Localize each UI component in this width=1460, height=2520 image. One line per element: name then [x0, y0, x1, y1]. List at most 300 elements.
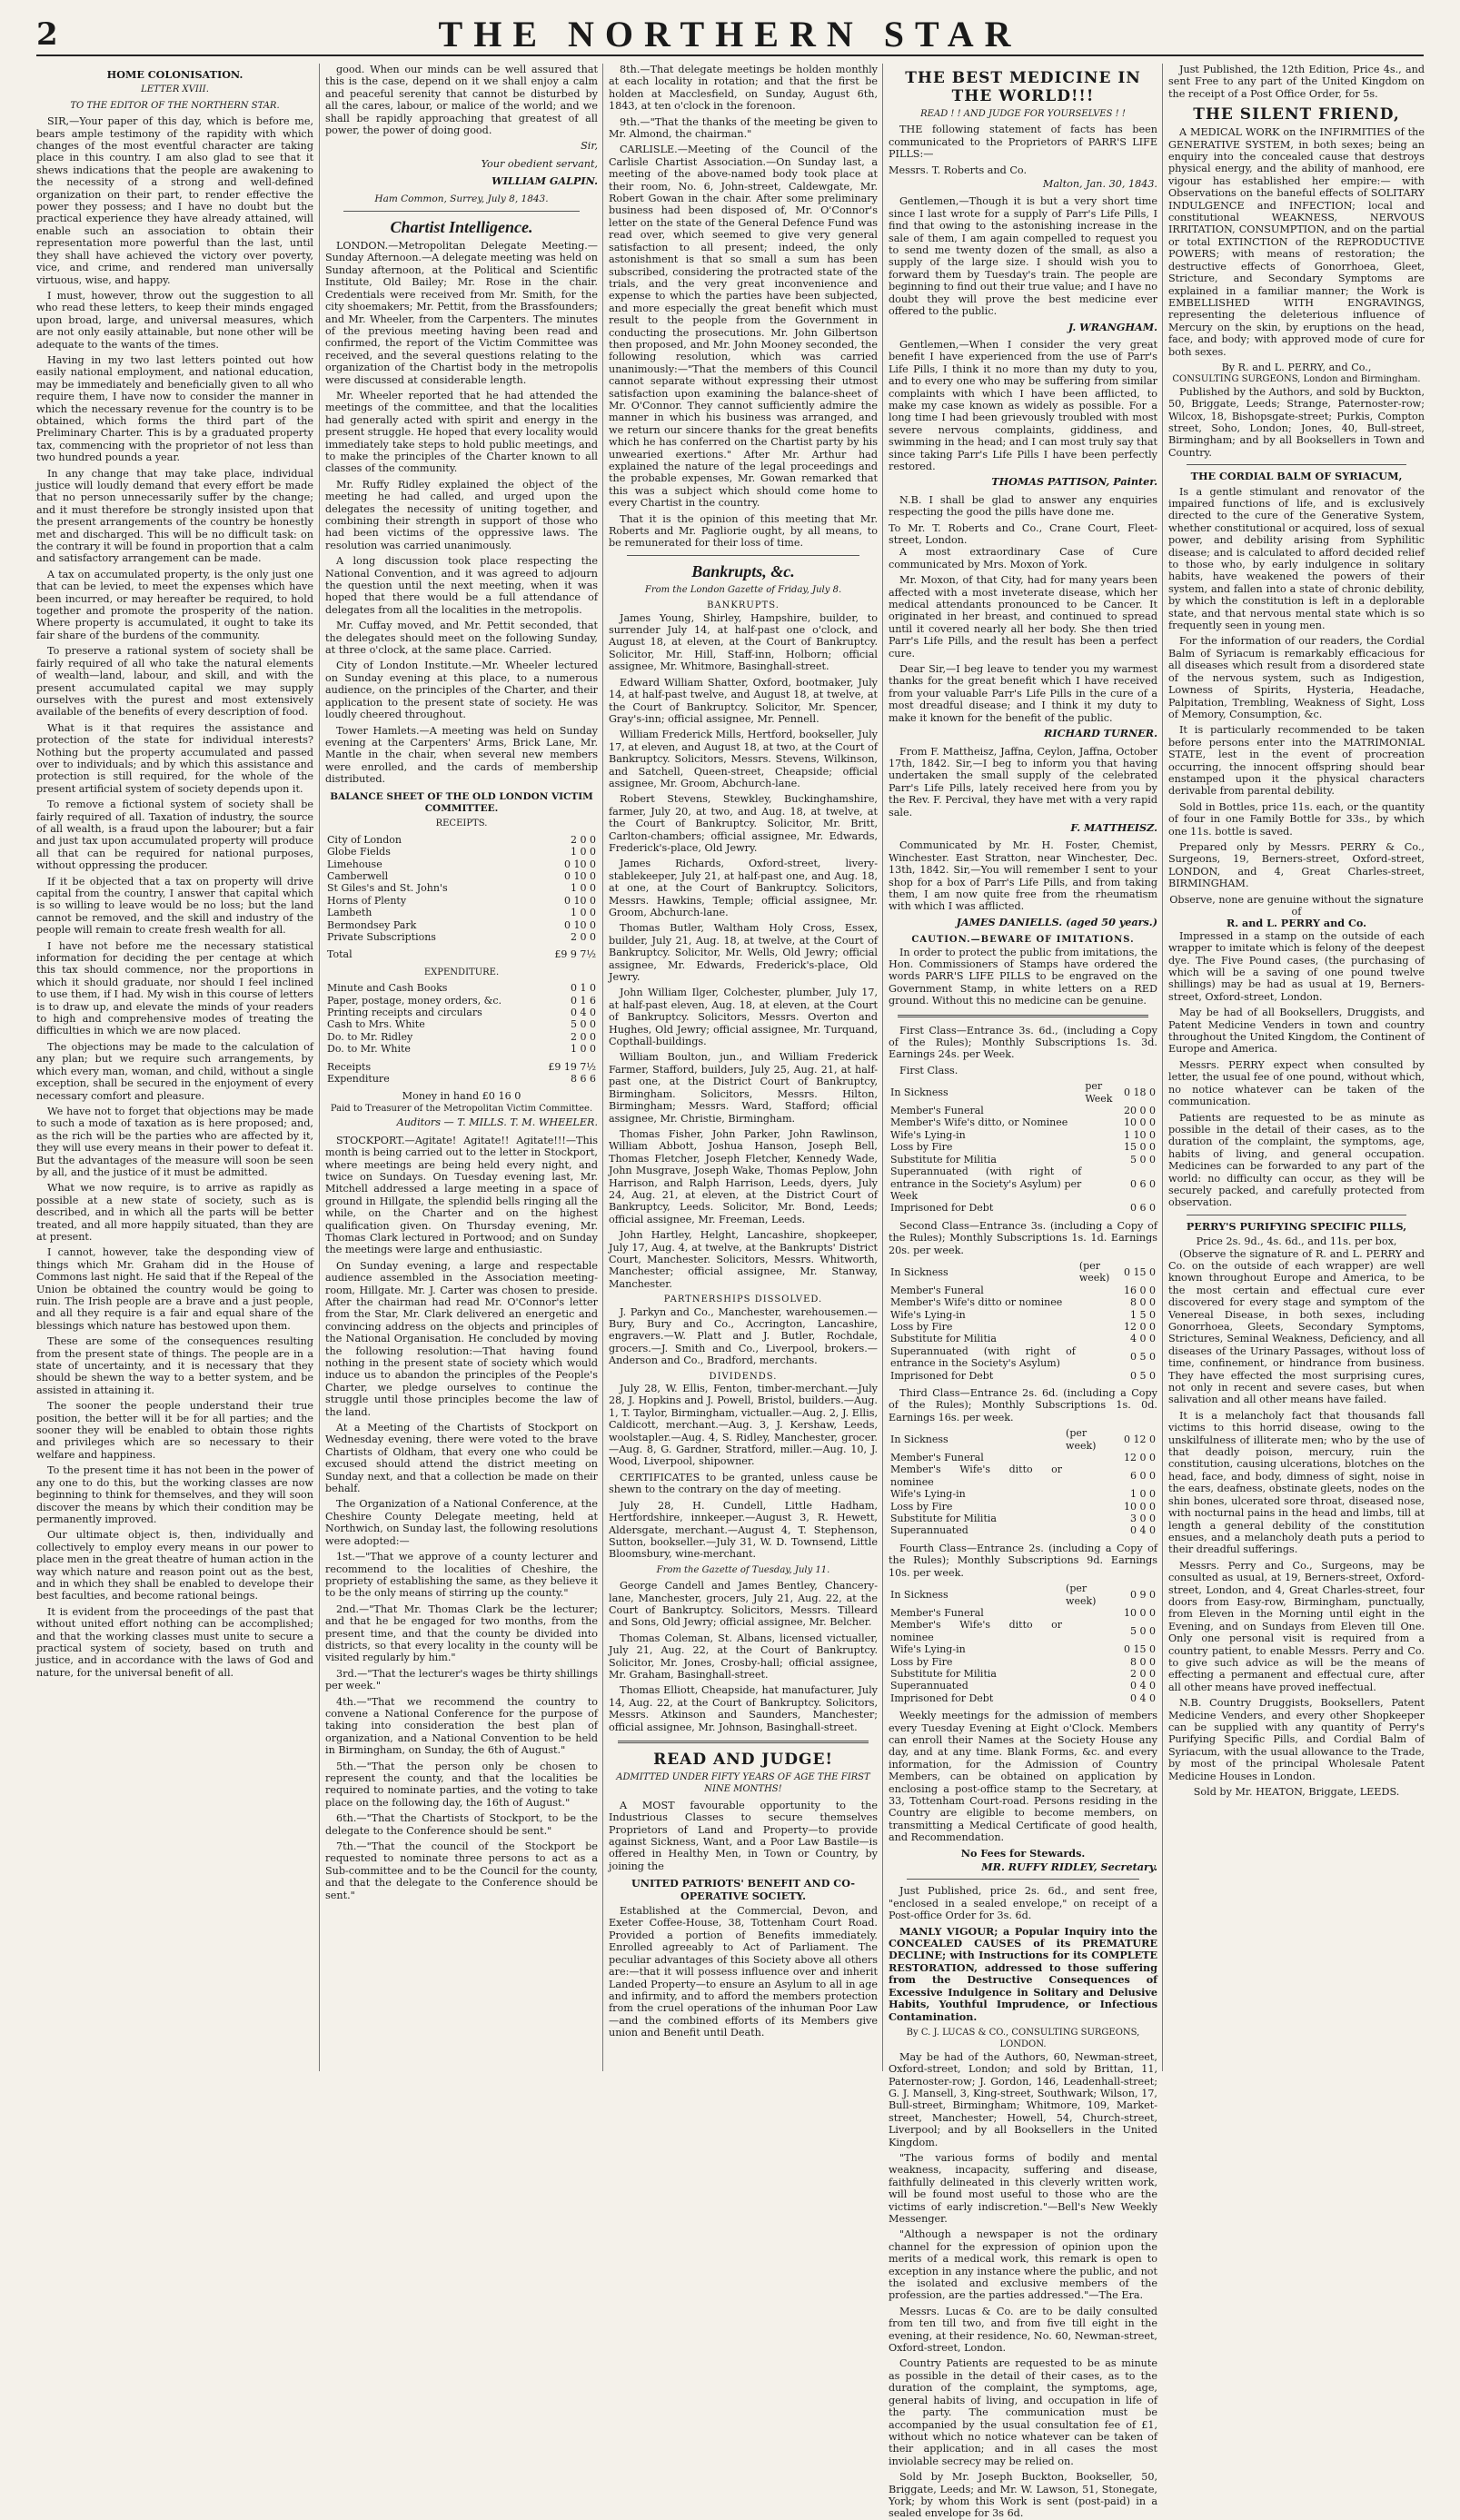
class-heading: Third Class—Entrance 2s. 6d. (including a Copy of the Rules); Monthly Subscriptions 1s. 0d. Earnings 16s. per week. [889, 1387, 1157, 1424]
bankrupt-entry: Edward William Shatter, Oxford, bootmaker, July 14, at half-past twelve, and August 18, at twelve, at the Court of Bankruptcy. Solicitor, Mr. Spencer, Gray's-inn; official assignee, Mr. Pennell. [609, 676, 878, 725]
receipt-row [325, 834, 598, 846]
purifying-pills-body: (Observe the signature of R. and L. PERRY and Co. on the outside of each wrapper) are well known throughout Europe and America, to be the most certain and effectual cure ever discovered for every stage and symptom of the Venereal Disease, in both sexes, including Gonorrhoea, Gleets, Secondary Symptoms, Strictures, Seminal Weakness, Deficiency, and all diseases of the Urinary Passages, without loss of time, confinement, or hindrance from business. They have effected the most surprising cures, not only in recent and severe cases, but when salivation and all other means have failed. [1168, 1247, 1425, 1406]
benefit-row-cell: (per week) [1066, 1582, 1097, 1607]
letter-paragraph: Having in my two last letters pointed out how easily national employment, and national education, may be immediately and beneficially given to all who require them, I have now to consider the manner in which the necessary revenue for the country is to be obtained, which forms the third part of the Preliminary Charter. This is by a graduated property tax, commencing with the proprietor of not less than two hundred pounds a year. [36, 353, 313, 464]
balance-sheet-title: BALANCE SHEET OF THE OLD LONDON VICTIM COMMITTEE. [330, 790, 593, 814]
benefit-row-cell: 0 9 0 [1130, 1588, 1156, 1601]
receipt-row-cell: Lambeth [327, 907, 372, 919]
expenditure-row-cell: Printing receipts and circulars [327, 1007, 482, 1019]
benefit-row-cell [1078, 1296, 1122, 1308]
testimonial-5-signature: F. MATTHEISZ. [1070, 820, 1157, 834]
receipt-row-cell: 1 0 0 [571, 882, 596, 895]
benefit-row-cell: Wife's Lying-in [890, 1308, 966, 1321]
read-and-judge-body: A MOST favourable opportunity to the Industrious Classes to secure themselves Proprietors of Land and Property—to provide against Sickness, Want, and a Poor Law Bastile—is offered in Healthy Men, in Town or Country, by joining the [609, 1799, 878, 1872]
bankrupts-label: BANKRUPTS. [707, 600, 780, 611]
divider [1187, 464, 1406, 465]
expenditure-row [325, 1031, 598, 1043]
benefit-row [889, 1607, 1157, 1619]
benefit-row-cell: Imprisoned for Debt [890, 1369, 994, 1382]
cordial-balm-body-2: For the information of our readers, the Cordial Balm of Syriacum is remarkably efficacious for all diseases which result from a disordered state of the nervous system, such as Indigestion, Lowness of Spirits, Hysteria, Headache, Palpitation, Trembling, Weakness of Sight, Loss of Memory, Consumption, &c. [1168, 635, 1425, 720]
report-paragraph: Mr. Wheeler reported that he had attended the meetings of the committee, and that the localities had generally acted with spirit and energy in the present struggle. He hoped that every locality would immediately take steps to hold public meetings, and to make the principles of the Charter known to all classes of the community. [325, 389, 598, 475]
benefit-row [889, 1345, 1157, 1370]
silent-friend-heading: THE SILENT FRIEND, [1193, 105, 1400, 124]
benefit-row-cell: Member's Wife's ditto or nominee [890, 1619, 1063, 1643]
report-paragraph: Mr. Cuffay moved, and Mr. Pettit seconded, that the delegates should meet on the following Sunday, at three o'clock, at the same place. Carried. [325, 620, 598, 657]
receipt-row-cell: Limehouse [327, 858, 382, 870]
class-benefit-table [889, 1080, 1157, 1214]
benefit-row-cell [1078, 1333, 1122, 1344]
purifying-pills-price: Price 2s. 9d., 4s. 6d., and 11s. per box, [1196, 1235, 1397, 1248]
letter-paragraph: Our ultimate object is, then, individually and collectively to employ every means in our power to place men in the great theatre of human action in the way which nature and reason point out as the best, and in which they shall be enabled to develope their best faculties, and become rational beings. [36, 1529, 313, 1602]
letter-paragraph: These are some of the consequences resulting from the present state of things. The people are in a state of uncertainty, and it is necessary that they should be shewn the way to a better system, and be assisted in attaining it. [36, 1335, 313, 1396]
report-paragraph: 4th.—"That we recommend the country to convene a National Conference for the purpose of taking into consideration the best plan of organization, and a National Convention to be held in Birmingham, on Sunday, the 6th of August." [325, 1695, 598, 1757]
benefit-row [889, 1141, 1157, 1153]
receipt-row [325, 907, 598, 918]
attendance-note: Messrs. Perry and Co., Surgeons, may be consulted as usual, at 19, Berners-street, Oxford-street, London, and 4, Great Charles-street, four doors from Easy-row, Birmingham, punctually, from Eleven in the Morning until eight in the Evening, and on Sundays from Eleven till One. Only one personal visit is required from a country patient, to enable Messrs. Perry and Co. to give such advice as will be the means of effecting a permanent and effectual cure, after all other means have proved ineffectual. [1168, 1559, 1425, 1693]
benefit-row-cell: 0 4 0 [1130, 1680, 1156, 1692]
manly-vigour-published: Just Published, price 2s. 6d., and sent free, "enclosed in a sealed envelope," on receipt of a Post-office Order for 3s. 6d. [889, 1885, 1157, 1922]
receipt-row [325, 895, 598, 907]
class-heading: First Class. [899, 1064, 958, 1076]
bankrupt-entry: William Frederick Mills, Hertford, bookseller, July 17, at eleven, and August 18, at two, at the Court of Bankruptcy. Solicitors, Messrs. Stevens, Wilkinson, and Satchell, Queen-street, Cheapside; official assignee, Mr. Groom, Abchurch-lane. [609, 729, 878, 789]
report-paragraph: 5th.—"That the person only be chosen to represent the county, and that the localities be required to nominate parties, and the voting to take place on the following day, the 16th of August." [325, 1760, 598, 1809]
benefit-row [889, 1080, 1157, 1105]
no-fees: No Fees for Stewards. [960, 1846, 1086, 1860]
benefit-row [889, 1619, 1157, 1643]
report-paragraph: On Sunday evening, a large and respectable audience assembled in the Association meeting-room, Hillgate. Mr. J. Carter was chosen to preside. After the chairman had read Mr. O'Connor's letter from the Star, Mr. Clark delivered an energetic and convincing address on the objects and principles of the National Organisation. He concluded by moving the following resolution:—That having found nothing in the present state of society which would induce us to abandon the principles of the People's Charter, we pledge ourselves to continue the struggle until those principles become the law of the land. [325, 1259, 598, 1418]
bankrupt-entry: Thomas Coleman, St. Albans, licensed victualler, July 21, Aug. 22, at the Court of Bankruptcy. Solicitor, Mr. Jones, Crosby-hall; official assignee, Mr. Graham, Basinghall-street. [609, 1632, 878, 1681]
letter-paragraph: The objections may be made to the calculation of any plan; but we require such arrangements, by which every man, woman, and child, without a single exception, shall be secured in the enjoyment of every necessary comfort and pleasure. [36, 1040, 313, 1102]
benefit-row-cell [1078, 1345, 1122, 1370]
receipt-row [325, 882, 598, 894]
observe-signature: R. and L. PERRY and Co. [1226, 917, 1367, 930]
benefit-row-cell [1064, 1524, 1122, 1536]
paid-line: Paid to Treasurer of the Metropolitan Victim Committee. [330, 1103, 593, 1114]
expenditure-row-cell: 0 4 0 [571, 1007, 596, 1019]
addressee-1: Messrs. T. Roberts and Co. [889, 164, 1028, 176]
column-5 [1162, 64, 1425, 2071]
benefit-row-cell: In Sickness [890, 1588, 949, 1601]
receipt-row-cell: 1 0 0 [571, 846, 596, 858]
expenditure-row [325, 1007, 598, 1018]
benefit-row-cell: Member's Funeral [890, 1606, 984, 1619]
society-name: UNITED PATRIOTS' BENEFIT AND CO-OPERATIVE SOCIETY. [631, 1877, 855, 1902]
summary-row-cell: Receipts [327, 1060, 372, 1073]
bankrupt-entry: James Richards, Oxford-street, livery-stablekeeper, July 21, at half-past one, and Aug. 18, at one, at the Court of Bankruptcy. Solicitors, Messrs. Hawkins, Temple; official assignee, Mr. Groom, Abchurch-lane. [609, 858, 878, 918]
expenditure-row-cell: 5 0 0 [571, 1018, 596, 1031]
benefit-row-cell: Imprisoned for Debt [890, 1692, 994, 1704]
benefit-row-cell: Loss by Fire [890, 1655, 953, 1668]
manly-vigour-review-2: "Although a newspaper is not the ordinary channel for the expression of opinion upon the merits of a medical work, this remark is open to exception in any instance where the public, and not the isolated and exclusive members of the profession, are the parties addressed."—The Era. [889, 2228, 1157, 2302]
auditors: Auditors — T. MILLS. T. M. WHEELER. [396, 1116, 598, 1129]
benefit-row [889, 1202, 1157, 1214]
trade-note: N.B. Country Druggists, Booksellers, Patent Medicine Venders, and every other Shopkeeper can be supplied with any quantity of Perry's Purifying Specific Pills, and Cordial Balm of Syriacum, with the usual allowance to the Trade, by most of the principal Wholesale Patent Medicine Houses in London. [1168, 1697, 1425, 1782]
benefit-row-cell [1083, 1105, 1122, 1116]
bankrupts-heading: Bankrupts, &c. [691, 561, 795, 580]
benefit-row-cell: Member's Wife's ditto or nominee [890, 1463, 1063, 1488]
silent-friend-by: By R. and L. PERRY, and Co., [1221, 361, 1372, 373]
benefit-row-cell [1078, 1370, 1122, 1382]
masthead [36, 9, 1424, 56]
sold-note: May be had of all Booksellers, Druggists, and Patent Medicine Venders in town and country throughout the United Kingdom, the Continent of Europe and America. [1168, 1007, 1425, 1056]
bankrupt-entry: Thomas Elliott, Cheapside, hat manufacturer, July 14, Aug. 22, at the Court of Bankruptcy. Solicitors, Messrs. Atkinson and Saunders, Manchester; official assignee, Mr. Johnson, Basinghall-street. [609, 1684, 878, 1733]
country-note: Country Patients are requested to be as minute as possible in the detail of their cases, as to the duration of the complaint, the symptoms, age, general habits of living, and occupation in life of the party. The communication must be accompanied by the usual consultation fee of £1, without which no notice whatever can be taken of their application; and in all cases the most inviolable secrecy may be relied on. [889, 2357, 1157, 2467]
expenditure-row-cell: Do. to Mr. Ridley [327, 1030, 413, 1043]
benefit-row-cell: 0 12 0 [1124, 1433, 1156, 1445]
letter-paragraph: We have not to forget that objections may be made to such a mode of taxation as is here proposed; and, as the rich will be the parties who are affected by it, they will use every means in their power to defeat it. But the advantages of the measure will soon be seen by all, and the justice of it must be admitted. [36, 1105, 313, 1178]
expenditure-row-cell: 1 0 0 [571, 1043, 596, 1056]
dissolved-list: J. Parkyn and Co., Manchester, warehousemen.—Bury, Bury and Co., Accrington, Lancashire, engravers.—W. Platt and J. Butler, Rochdale, grocers.—J. Smith and Co., Liverpool, brokers.—Anderson and Co., Bradford, merchants. [609, 1305, 878, 1367]
read-and-judge-heading: READ AND JUDGE! [653, 1751, 833, 1769]
bankrupt-entry: John William Ilger, Colchester, plumber, July 17, at half-past eleven, Aug. 18, at eleven, at the Court of Bankruptcy. Solicitors, Messrs. Overton and Hughes, Old Jewry; official assignee, Mr. Turquand, Copthall-buildings. [609, 987, 878, 1048]
benefit-row-cell: 0 18 0 [1124, 1086, 1156, 1098]
testimonial-3: Mr. Moxon, of that City, had for many years been affected with a most inveterate disease, which her medical attendants pronounced to be Cancer. It originated in her breast, and continued to spread until it covered nearly all her body. She then tried Parr's Life Pills, and the result has been a perfect cure. [889, 574, 1157, 660]
caution-heading: CAUTION.—BEWARE OF IMITATIONS. [911, 935, 1135, 946]
benefit-row-cell: 10 0 0 [1124, 1116, 1156, 1129]
benefit-row-cell: Substitute for Militia [890, 1513, 997, 1525]
columns [36, 64, 1425, 2520]
benefit-row-cell: Substitute for Militia [890, 1153, 997, 1166]
place-1: Malton, Jan. 30, 1843. [1042, 178, 1157, 191]
benefit-row [889, 1452, 1157, 1463]
benefit-row-cell [1064, 1463, 1122, 1488]
benefit-row [889, 1524, 1157, 1536]
testimonial-2: Gentlemen,—When I consider the very great benefit I have experienced from the use of Parr's Life Pills, I think it no more than my duty to you, and to every one who may be suffering from similar complaints with which I have been afflicted, to make my case known as widely as possible. For a long time I had been grievously troubled with most severe nervous complaints, giddiness, and swimming in the head; and I can most truly say that since taking Parr's Life Pills I have been perfectly restored. [889, 338, 1157, 472]
receipt-row-cell: 0 10 0 [564, 918, 596, 931]
receipt-row [325, 858, 598, 870]
report-paragraph: Tower Hamlets.—A meeting was held on Sunday evening at the Carpenters' Arms, Brick Lane, Mr. Mantle in the chair, when several new members were enrolled, and the cards of membership distributed. [325, 724, 598, 786]
sold-by: Sold by Mr. Joseph Buckton, Bookseller, 50, Briggate, Leeds; and Mr. W. Lawson, 51, Stonegate, York; by whom this Work is sent (post-paid) in a sealed envelope for 3s 6d. [889, 2471, 1157, 2520]
dividends-label: DIVIDENDS. [709, 1371, 778, 1382]
dividends-list: July 28, W. Ellis, Fenton, timber-merchant.—July 28, J. Hopkins and J. Powell, Bristol, builders.—Aug. 1, T. Taylor, Birmingham, victualler.—Aug. 2, J. Ellis, Caldicott, merchant.—Aug. 3, J. Kershaw, Leeds, woolstapler.—Aug. 4, S. Ridley, Manchester, grocer.—Aug. 8, G. Gardner, Stratford, miller.—Aug. 10, J. Wood, Liverpool, shipowner. [609, 1383, 878, 1468]
benefit-row-cell: 1 5 0 [1130, 1308, 1156, 1321]
gazette-friday: From the London Gazette of Friday, July 8. [644, 584, 842, 595]
parr-intro: THE following statement of facts has been communicated to the Proprietors of PARR'S LIFE PILLS:— [889, 124, 1157, 161]
benefit-row-cell: (per week) [1066, 1427, 1097, 1452]
divider [618, 1741, 869, 1743]
testimonial-4: Dear Sir,—I beg leave to tender you my warmest thanks for the great benefit which I have received from your valuable Parr's Life Pills in the cure of a most dreadful disease; and I think it my duty to make it known for the benefit of the public. [889, 663, 1157, 724]
expenditure-row-cell: Do. to Mr. White [327, 1043, 411, 1056]
chartist-reports-2 [325, 1135, 598, 1901]
report-paragraph: 7th.—"That the council of the Stockport be requested to nominate three persons to act as a Sub-committee and to be the Council for the county, and that the delegate to the Conference should be sent." [325, 1840, 598, 1901]
benefit-row-cell: In Sickness [890, 1433, 949, 1445]
benefit-row-cell [1064, 1668, 1122, 1680]
column-1 [36, 64, 319, 2071]
letter-dateline: Ham Common, Surrey, July 8, 1843. [374, 193, 549, 204]
expenditure-row-cell: 2 0 0 [571, 1030, 596, 1043]
bankrupt-entry: John Hartley, Helght, Lancashire, shopkeeper, July 17, Aug. 4, at twelve, at the Bankrupts' District Court, Manchester. Solicitors, Messrs. Whitworth, Manchester; official assignee, Mr. Stanway, Manchester. [609, 1229, 878, 1290]
summary-row [325, 1061, 598, 1073]
benefit-row [889, 1105, 1157, 1116]
benefit-row-cell [1064, 1692, 1122, 1704]
summary-table [325, 1061, 598, 1086]
total-value: £9 9 7½ [554, 948, 596, 961]
letter-number: LETTER XVIII. [141, 84, 209, 95]
benefit-row-cell: 0 4 0 [1130, 1692, 1156, 1704]
report-paragraph: The Organization of a National Conference, at the Cheshire County Delegate meeting, held at Northwich, on Sunday last, the following resolutions were adopted:— [325, 1498, 598, 1547]
caution-body: In order to protect the public from imitations, the Hon. Commissioners of Stamps have ordered the words PARR'S LIFE PILLS to be engraved on the Government Stamp, in white letters on a RED ground. Without this no medicine can be genuine. [889, 946, 1157, 1007]
receipt-row-cell: 2 0 0 [571, 931, 596, 943]
balance-total [325, 948, 598, 960]
class-benefit-table [889, 1582, 1157, 1704]
report-paragraph: 6th.—"That the Chartists of Stockport, to be the delegate to the Conference should be sent." [325, 1812, 598, 1837]
benefit-row [889, 1309, 1157, 1321]
report-paragraph: 1st.—"That we approve of a county lecturer and recommend to the localities of Cheshire, the propriety of establishing the same, as they believe it to be the only means of stirring up the county." [325, 1551, 598, 1600]
bankrupt-entry: James Young, Shirley, Hampshire, builder, to surrender July 14, at half-past one o'clock, and August 18, at eleven, at the Court of Bankruptcy. Solicitor, Mr. Hill, Staff-inn, Holborn; official assignee, Mr. Whitmore, Basinghall-street. [609, 611, 878, 673]
report-paragraph: 9th.—"That the thanks of the meeting be given to Mr. Almond, the chairman." [609, 115, 878, 141]
summary-row [325, 1073, 598, 1085]
benefit-row-cell [1083, 1141, 1122, 1153]
report-paragraph: CARLISLE.—Meeting of the Council of the Carlisle Chartist Association.—On Sunday last, a meeting of the above-named body took place at their room, No. 6, John-street, Caldewgate, Mr. Robert Gowan in the chair. After some preliminary business had been disposed of, Mr. O'Connor's letter on the state of the General Defence Fund was read over, which seemed to give very general satisfaction to all present; indeed, the only astonishment is that so small a sum has been subscribed, considering the protracted state of the trials, and the very great inconvenience and expense to which the parties have been subjected, and more especially the great benefit which must result to the people from the Government in conducting the prosecutions. Mr. John Gilbertson then proposed, and Mr. John Mooney seconded, the following resolution, which was carried unanimously:—"That the members of this Council cannot separate without expressing their utmost satisfaction upon examining the balance-sheet of Mr. O'Connor. They cannot sufficiently admire the manner in which his business was arranged, and we return our sincere thanks for the great benefits which he has conferred on the Chartist party by his unwearied exertions." After Mr. Arthur had explained the nature of the legal proceedings and the probable expenses, Mr. Gowan remarked that this was a subject which should come home to every Chartist in the country. [609, 144, 878, 510]
cordial-balm-price: Sold in Bottles, price 11s. each, or the quantity of four in one Family Bottle for 33s., by which one 11s. bottle is saved. [1168, 800, 1425, 838]
lucas-note: Messrs. Lucas & Co. are to be daily consulted from ten till two, and from five till eight in the evening, at their residence, No. 60, Newman-street, Oxford-street, London. [889, 2305, 1157, 2355]
benefit-row [889, 1513, 1157, 1524]
society-notes: Weekly meetings for the admission of members every Tuesday Evening at Eight o'Clock. Members can enroll their Names at the Society House any day, and at any time. Blank Forms, &c. and every information, for the Admission of Country Members, can be obtained on application by enclosing a post-office stamp to the Secretary, at 33, Tottenham Court-road. Persons residing in the Country are eligible to become members, on transmitting a Medical Certificate of good health, and Recommendation. [889, 1710, 1157, 1844]
benefit-row-cell: 0 4 0 [1130, 1524, 1156, 1537]
letter-paragraph: It is evident from the proceedings of the past that without united effort nothing can be accomplished; and that the working classes must unite to secure a practical system of society, based on truth and justice, and in accordance with the laws of God and nature, for the universal benefit of all. [36, 1605, 313, 1679]
benefit-row-cell [1083, 1116, 1122, 1128]
patients-note: Patients are requested to be as minute as possible in the detail of their cases, as to the duration of the complaint, the symptoms, age, habits of living, and general occupation. Medicines can be forwarded to any part of the world: no difficulty can occur, as they will be securely packed, and carefully protected from observation. [1168, 1111, 1425, 1209]
class-benefit-table [889, 1427, 1157, 1537]
benefit-row-cell: 12 0 0 [1124, 1452, 1156, 1464]
benefit-row-cell: 3 0 0 [1130, 1513, 1156, 1525]
benefit-row-cell: (per week) [1078, 1259, 1110, 1285]
chartist-intelligence-heading: Chartist Intelligence. [390, 218, 533, 237]
cure-note: A most extraordinary Case of Cure communicated by Mrs. Moxon of York. [889, 546, 1157, 570]
benefit-row-cell [1064, 1607, 1122, 1619]
expenditure-label: EXPENDITURE. [423, 967, 500, 977]
receipt-row [325, 931, 598, 943]
testimonial-6-signature: JAMES DANIELLS. (aged 50 years.) [956, 915, 1157, 928]
summary-row-cell: Expenditure [327, 1073, 390, 1086]
report-paragraph: STOCKPORT.—Agitate! Agitate!! Agitate!!!—This month is being carried out to the letter in Stockport, where meetings are being held every night, and twice on Sundays. On Tuesday evening last, Mr. Mitchell addressed a large meeting in a space of ground in Hillgate, the splendid bells ringing all the while, on the Charter and on the highest qualification given. On Thursday evening, Mr. Thomas Clark lectured in Portwood; and on Sunday the meetings were large and enthusiastic. [325, 1134, 598, 1256]
benefit-row-cell: 1 0 0 [1130, 1488, 1156, 1501]
benefit-row-cell [1078, 1285, 1122, 1296]
observe-note: Observe, none are genuine without the signature of [1169, 893, 1424, 918]
benefit-row [889, 1370, 1157, 1382]
benefit-row-cell: 0 6 0 [1130, 1202, 1156, 1215]
colonisation-letter-body [36, 115, 313, 1679]
purifying-pills-heading: PERRY'S PURIFYING SPECIFIC PILLS, [1186, 1219, 1407, 1233]
benefit-row-cell: 1 10 0 [1124, 1128, 1156, 1141]
report-paragraph: At a Meeting of the Chartists of Stockport on Wednesday evening, there were voted to the brave Chartists of Oldham, that every one who could be excused should attend the district meeting on Sunday next, and that a collection be made on their behalf. [325, 1422, 598, 1495]
expenditure-row [325, 1018, 598, 1030]
benefit-row-cell: 6 0 0 [1130, 1470, 1156, 1483]
divider [898, 1015, 1148, 1017]
benefit-row-cell: Superannuated [890, 1524, 968, 1537]
letter-signature: WILLIAM GALPIN. [492, 174, 598, 188]
manly-vigour-heading: MANLY VIGOUR; a Popular Inquiry into the CONCEALED CAUSES of its PREMATURE DECLINE; with Instructions for its COMPLETE RESTORATION, addressed to those suffering from the Destructive Consequences of Excessive Indulgence in Solitary and Delusive Habits, Youthful Imprudence, or Infectious Contamination. [889, 1924, 1157, 2023]
letter-paragraph: What we now require, is to arrive as rapidly as possible at a new state of society, such as is described, and in which all the parts will be better treated, and all more happily situated, than they are at present. [36, 1182, 313, 1243]
benefit-row-cell: Member's Funeral [890, 1105, 984, 1117]
bankrupt-entry: William Boulton, jun., and William Frederick Farmer, Stafford, builders, July 25, Aug. 21, at half-past one, at the District Court of Bankruptcy, Birmingham. Solicitors, Messrs. Hilton, Birmingham; Messrs. Ward, Stafford; official assignee, Mr. Christie, Birmingham. [609, 1051, 878, 1125]
receipt-row-cell: 0 10 0 [564, 869, 596, 882]
receipt-row-cell: 2 0 0 [571, 833, 596, 846]
benefit-row [889, 1463, 1157, 1488]
report-paragraph: A long discussion took place respecting the National Convention, and it was agreed to adjourn the question until the next meeting, when it was hoped that there would be a full attendance of delegates from all the localities in the metropolis. [325, 555, 598, 616]
benefit-row [889, 1154, 1157, 1166]
benefit-row-cell: 0 5 0 [1130, 1351, 1156, 1364]
manly-vigour-body: May be had of the Authors, 60, Newman-street, Oxford-street, London; and sold by Brittan, 11, Paternoster-row; J. Gordon, 146, Leadenhall-street; G. J. Mansell, 3, King-street, Southwark; Wilson, 17, Bull-street, Birmingham; Whitmore, 109, Market-street, Manchester; Howell, 54, Church-street, Liverpool; and by all Booksellers in the United Kingdom. [889, 2050, 1157, 2148]
silent-friend-published: Published by the Authors, and sold by Buckton, 50, Briggate, Leeds; Strange, Paternoster-row; Wilcox, 18, Bishopsgate-street; Purkis, Compton street, Soho, London; Jones, 40, Bull-street, Birmingham; and by all Booksellers in Town and Country. [1168, 385, 1425, 459]
cordial-balm-heading: THE CORDIAL BALM OF SYRIACUM, [1190, 470, 1403, 483]
divider [343, 211, 580, 212]
consult-note: Messrs. PERRY expect when consulted by letter, the usual fee of one pound, without which, no notice whatever can be taken of the communication. [1168, 1058, 1425, 1108]
letter-paragraph: To the present time it has not been in the power of any one to do this, but the working classes are now beginning to think for themselves, and they will soon discover the means by which their condition may be permanently improved. [36, 1464, 313, 1525]
cordial-balm-body-3: It is particularly recommended to be taken before persons enter into the MATRIMONIAL STATE, lest in the event of procreation occurring, the innocent offspring should bear enstamped upon it the physical characters derivable from parental debility. [1168, 724, 1425, 798]
receipts-label: RECEIPTS. [435, 819, 488, 829]
benefit-row-cell: 10 0 0 [1124, 1500, 1156, 1513]
bankrupt-entry: George Candell and James Bentley, Chancery-lane, Manchester, grocers, July 21, Aug. 22, at the Court of Bankruptcy. Solicitors, Messrs. Tilleard and Sons, Old Jewry; official assignee, Mr. Belcher. [609, 1580, 878, 1629]
bankrupt-entry: Thomas Butler, Waltham Holy Cross, Essex, builder, July 21, Aug. 18, at twelve, at the Court of Bankruptcy. Solicitor, Mr. Wells, Old Jewry; official assignee, Mr. Edwards, Frederick's-place, Old Jewry. [609, 922, 878, 984]
benefit-row-cell [1064, 1656, 1122, 1668]
benefit-row-cell: Loss by Fire [890, 1500, 953, 1513]
benefit-row-cell [1064, 1643, 1122, 1655]
receipt-row-cell: Private Subscriptions [327, 931, 436, 943]
receipt-row-cell: Horns of Plenty [327, 894, 407, 907]
benefit-row [889, 1656, 1157, 1668]
receipt-row [325, 846, 598, 858]
society-benefit-tables [889, 1065, 1157, 1704]
benefit-row-cell: 16 0 0 [1124, 1284, 1156, 1296]
letter-paragraph: I have not before me the necessary statistical information for deciding the per centage at which this tax should commence, nor the proportions in which it should graduate, nor should I feel inclined to use them, if I had. My wish in this course of letters is to draw up, and elevate the minds of your readers to high and comprehensive modes of treating the difficulties in which we are now placed. [36, 939, 313, 1037]
expenditure-row-cell: 0 1 0 [571, 982, 596, 995]
manly-vigour-authors: By C. J. LUCAS & CO., CONSULTING SURGEONS, LONDON. [906, 2027, 1140, 2050]
benefit-row-cell: 4 0 0 [1130, 1333, 1156, 1345]
benefit-row-cell: Superannuated (with right of entrance in the Society's Asylum) per Week [890, 1166, 1082, 1202]
dissolved-label: PARTNERSHIPS DISSOLVED. [663, 1295, 823, 1305]
society-classes-intro: First Class—Entrance 3s. 6d., (including a Copy of the Rules); Monthly Subscriptions 1s. 3d. Earnings 24s. per Week. [889, 1024, 1157, 1061]
benefit-row [889, 1285, 1157, 1296]
benefit-row-cell: Wife's Lying-in [890, 1128, 966, 1141]
addressee-2: To Mr. T. Roberts and Co., Crane Court, Fleet-street, London. [889, 521, 1157, 546]
letter-continuation: good. When our minds can be well assured that this is the case, depend on it we shall enjoy a calm and peaceful serenity that cannot be disturbed by all the cares, labour, or malice of the world; and we shall be rapidly approaching that greatest of all power, the power of doing good. [325, 64, 598, 137]
report-paragraph: Mr. Ruffy Ridley explained the object of the meeting he had called, and urged upon the delegates the necessity of uniting together, and combining their strength in support of those who had been victims of the oppressive laws. The resolution was carried unanimously. [325, 478, 598, 551]
benefit-row-cell [1083, 1154, 1122, 1166]
purifying-pills-body-2: It is a melancholy fact that thousands fall victims to this horrid disease, owing to the unskilfulness of illiterate men; who by the use of that deadly poison, mercury, ruin the constitution, causing ulcerations, blotches on the head, face, and body, dimness of sight, noise in the ears, deafness, obstinate gleets, nodes on the shin bones, ulcerated sore throat, diseased nose, with nocturnal pains in the head and limbs, till at length a general debility of the constitution ensues, and a melancholy death puts a period to their dreadful sufferings. [1168, 1409, 1425, 1556]
bankrupt-entry: Robert Stevens, Stewkley, Buckinghamshire, farmer, July 20, at two, and Aug. 18, at twelve, at the Court of Bankruptcy. Solicitor, Mr. Britt, Carlton-chambers; official assignee, Mr. Edwards, Frederick's-place, Old Jewry. [609, 793, 878, 854]
letter-paragraph: The sooner the people understand their true position, the better will it be for all parties; and the sooner they will be enabled to obtain those rights and privileges which are so necessary to their welfare and happiness. [36, 1400, 313, 1461]
report-paragraph: 8th.—That delegate meetings be holden monthly at each locality in rotation; and that the first be holden at Macclesfield, on Sunday, August 6th, 1843, at ten o'clock in the forenoon. [609, 64, 878, 113]
column-2 [319, 64, 603, 2071]
benefit-row [889, 1668, 1157, 1680]
chartist-reports [325, 240, 598, 785]
silent-friend-body: A MEDICAL WORK on the INFIRMITIES of the GENERATIVE SYSTEM, in both sexes; being an enquiry into the concealed cause that destroys physical energy, and the ability of manhood, ere vigour has established her empire:— with Observations on the baneful effects of SOLITARY INDULGENCE and INFECTION; local and constitutional WEAKNESS, NERVOUS IRRITATION, CONSUMPTION, and on the partial or total EXTINCTION of the REPRODUCTIVE POWERS; with means of restoration; the destructive effects of Gonorrhoea, Gleet, Stricture, and Secondary Symptoms are explained in a familiar manner; the Work is EMBELLISHED WITH ENGRAVINGS, representing the deleterious influence of Mercury on the skin, by eruptions on the head, face, and body; with approved mode of cure for both sexes. [1168, 126, 1425, 358]
benefit-row-cell [1064, 1501, 1122, 1513]
testimonial-6: Communicated by Mr. H. Foster, Chemist, Winchester. East Stratton, near Winchester, Dec. 13th, 1842. Sir,—You will remember I sent to your shop for a box of Parr's Life Pills, and from taking them, I am now quite free from the rheumatism with which I was afflicted. [889, 839, 1157, 913]
benefit-row-cell: Superannuated (with right of entrance in the Society's Asylum) [890, 1344, 1076, 1370]
testimonial-nb: N.B. I shall be glad to answer any enquiries respecting the good the pills have done me. [889, 493, 1157, 519]
benefit-row [889, 1680, 1157, 1692]
receipts-table [325, 834, 598, 944]
testimonial-2-signature: THOMAS PATTISON, Painter. [991, 475, 1157, 489]
benefit-row-cell: Loss by Fire [890, 1320, 953, 1333]
benefit-row-cell: Member's Funeral [890, 1452, 984, 1464]
best-medicine-sub: READ ! ! AND JUDGE FOR YOURSELVES ! ! [920, 109, 1126, 119]
benefit-row-cell: In Sickness [890, 1265, 949, 1278]
chartist-reports-continued [609, 64, 878, 550]
letter-paragraph: I cannot, however, take the desponding view of things which Mr. Graham did in the House of Commons last night. He said that if the Repeal of the Union be obtained the country would be going to ruin. The Irish people are a brave and a just people, and all they require is a fair and equal share of the blessings which nature has bestowed upon them. [36, 1246, 313, 1332]
benefit-row-cell: Superannuated [890, 1680, 968, 1692]
benefit-row-cell [1078, 1321, 1122, 1333]
silent-friend-intro: Just Published, the 12th Edition, Price 4s., and sent Free to any part of the United Kingdom on the receipt of a Post Office Order, for 5s. [1168, 64, 1425, 100]
expenditure-row-cell: 0 1 6 [571, 994, 596, 1007]
receipt-row-cell: City of London [327, 833, 402, 846]
benefit-row-cell: Imprisoned for Debt [890, 1202, 994, 1215]
benefit-row-cell: Member's Wife's ditto or nominee [890, 1296, 1063, 1309]
certificates-label: CERTIFICATES to be granted, unless cause be shewn to the contrary on the day of meeting. [609, 1471, 878, 1496]
benefit-row-cell [1064, 1619, 1122, 1643]
benefit-row-cell: 12 0 0 [1124, 1320, 1156, 1333]
benefit-row [889, 1166, 1157, 1202]
benefit-row-cell: 20 0 0 [1124, 1105, 1156, 1117]
summary-row-cell: £9 19 7½ [548, 1060, 596, 1073]
benefit-row-cell: In Sickness [890, 1086, 949, 1098]
letter-closing-2: Your obedient servant, [481, 157, 598, 170]
benefit-row-cell [1078, 1309, 1122, 1321]
benefit-row [889, 1427, 1157, 1452]
benefit-row-cell: 5 0 0 [1130, 1153, 1156, 1166]
silent-friend-by-2: CONSULTING SURGEONS, London and Birmingham. [1172, 374, 1421, 385]
bankrupt-entry: Thomas Fisher, John Parker, John Rawlinson, William Abbott, Joshua Hanson, Joseph Bell, Thomas Fletcher, Joseph Fletcher, Kennedy Wade, John Musgrave, Joseph Wake, Thomas Peplow, John Harrison, and Ralph Harrison, Leeds, dyers, July 24, Aug. 21, at eleven, at the District Court of Bankruptcy, Leeds. Solicitor, Mr. Bond, Leeds; official assignee, Mr. Freeman, Leeds. [609, 1127, 878, 1225]
cordial-balm-body: Is a gentle stimulant and renovator of the impaired functions of life, and is exclusively directed to the cure of the Generative System, whether constitutional or acquired, loss of sexual power, and debility arising from Syphilitic disease; and is calculated to afford decided relief to those who, by early indulgence in solitary habits, have weakened the powers of their system, and fallen into a state of chronic debility, by which the constitution is left in a deplorable state, and that nervous mental state which is so frequently seen in young men. [1168, 485, 1425, 632]
letter-paragraph: I must, however, throw out the suggestion to all who read these letters, to keep their minds engaged upon broad, large, and universal measures, which are not only easily attainable, but none other will be adequate to the wants of the times. [36, 289, 313, 351]
benefit-row-cell [1064, 1513, 1122, 1524]
column-3 [602, 64, 883, 2071]
benefit-row-cell: 10 0 0 [1124, 1606, 1156, 1619]
letter-paragraph: What is it that requires the assistance and protection of the state for individual interests? Nothing but the property accumulated and passed over to individuals; and by which this assistance and protection is still required, for the whole of the present artificial system of society depends upon it. [36, 721, 313, 795]
home-colonisation-heading: HOME COLONISATION. [106, 68, 243, 81]
receipt-row-cell: Bermondsey Park [327, 918, 417, 931]
benefit-row-cell [1064, 1452, 1122, 1463]
benefit-row [889, 1692, 1157, 1704]
benefit-row [889, 1582, 1157, 1607]
divider [627, 555, 859, 556]
benefit-row-cell: Wife's Lying-in [890, 1643, 966, 1656]
summary-row-cell: 8 6 6 [571, 1073, 596, 1086]
expenditure-row-cell: Minute and Cash Books [327, 982, 448, 995]
report-paragraph: That it is the opinion of this meeting that Mr. Roberts and Mr. Pagliorie ought, by all means, to be remunerated for their loss of time. [609, 512, 878, 550]
letter-paragraph: To remove a fictional system of society shall be fairly required of all. Taxation of industry, the source of all wealth, is a fraud upon the labourer; but a fair and just tax upon accumulated property will produce all that can be required for national purposes, without oppressing the producer. [36, 799, 313, 872]
letter-closing: Sir, [581, 140, 598, 153]
best-medicine-heading: THE BEST MEDICINE IN THE WORLD!!! [905, 69, 1141, 105]
benefit-row [889, 1501, 1157, 1513]
benefit-row [889, 1260, 1157, 1285]
expenditure-row-cell: Cash to Mrs. White [327, 1018, 425, 1031]
benefit-row [889, 1643, 1157, 1655]
receipt-row [325, 870, 598, 882]
benefit-row-cell: Loss by Fire [890, 1141, 953, 1154]
bankrupts-list-2 [609, 1580, 878, 1733]
auditors-names: T. MILLS. T. M. WHEELER. [457, 1116, 598, 1129]
testimonial-4-signature: RICHARD TURNER. [1044, 727, 1157, 740]
benefit-row [889, 1116, 1157, 1128]
benefit-row-cell: 5 0 0 [1130, 1625, 1156, 1638]
testimonial-1-signature: J. WRANGHAM. [1068, 320, 1157, 333]
letter-paragraph: A tax on accumulated property, is the only just one that can be levied, to meet the expenses which have been incurred, or may hereafter be required, to hold together and promote the prosperity of the nation. Where property is accumulated, it ought to take its fair share of the burdens of the community. [36, 568, 313, 641]
stamp-note: Impressed in a stamp on the outside of each wrapper to imitate which is felony of the deepest dye. The Five Pound cases, (the purchasing of which will be a saving of one pound twelve shillings) may be had as usual at 19, Berners-street, Oxford-street, London. [1168, 929, 1425, 1003]
benefit-row-cell [1064, 1680, 1122, 1692]
benefit-row [889, 1129, 1157, 1141]
receipt-row-cell: Globe Fields [327, 846, 391, 858]
bankrupts-list [609, 612, 878, 1291]
benefit-row-cell: Member's Wife's ditto, or Nominee [890, 1116, 1068, 1129]
letter-paragraph: If it be objected that a tax on property will drive capital from the country, I answer that capital which is so willing to leave would be no loss; but the land cannot be removed, and the skill and industry of the people will remain to create fresh wealth for all. [36, 875, 313, 937]
benefit-row [889, 1333, 1157, 1344]
benefit-row-cell: Wife's Lying-in [890, 1488, 966, 1501]
certificates-list: July 28, H. Cundell, Little Hadham, Hertfordshire, innkeeper.—August 3, R. Hewett, Aldersgate, merchant.—August 4, T. Stephenson, Sutton, bookseller.—July 31, W. D. Townsend, Little Bloomsbury, wine-merchant. [609, 1499, 878, 1561]
secretary: MR. RUFFY RIDLEY, Secretary. [981, 1860, 1157, 1874]
